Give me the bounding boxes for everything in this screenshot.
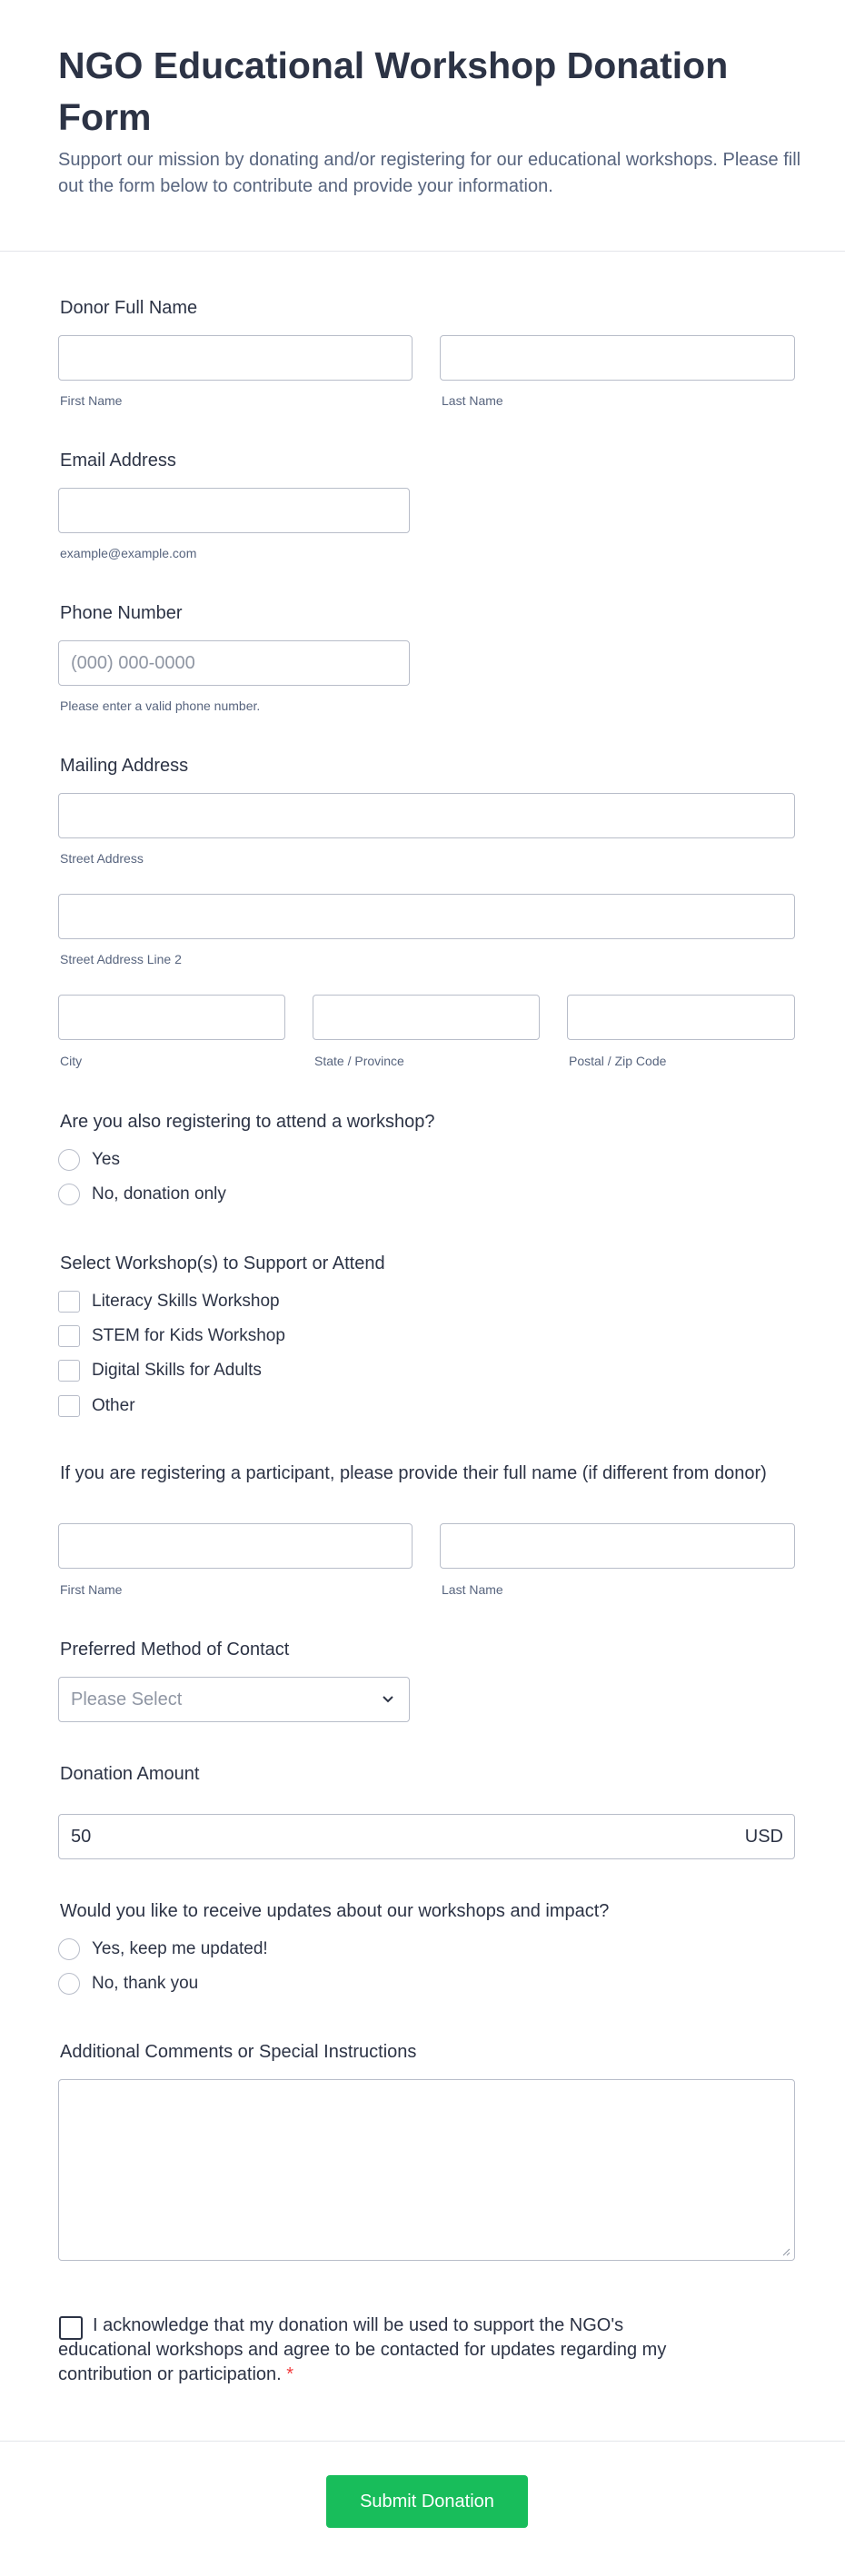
required-mark: * (286, 2364, 294, 2384)
phone-placeholder: (000) 000-0000 (71, 653, 195, 673)
updates-no-label[interactable]: No, thank you (92, 1974, 199, 1993)
workshops-label: Select Workshop(s) to Support or Attend (60, 1253, 385, 1273)
city-sublabel: City (60, 1054, 83, 1068)
form-title: NGO Educational Workshop Donation Form (58, 45, 729, 138)
street-address-input[interactable] (58, 793, 795, 838)
street-address-line2-input[interactable] (58, 894, 795, 939)
email-sublabel: example@example.com (60, 546, 197, 560)
email-label: Email Address (60, 451, 176, 471)
attend-yes-label[interactable]: Yes (92, 1150, 120, 1169)
donation-currency: USD (744, 1827, 783, 1847)
participant-label: If you are registering a participant, please provide their full name (if different from donor) (60, 1463, 767, 1483)
contact-placeholder: Please Select (71, 1689, 183, 1709)
workshop-digital-label[interactable]: Digital Skills for Adults (92, 1361, 262, 1380)
state-sublabel: State / Province (314, 1054, 404, 1068)
donation-label: Donation Amount (60, 1764, 200, 1784)
phone-input[interactable] (58, 640, 410, 686)
header-divider (0, 251, 845, 252)
donor-last-name-sublabel: Last Name (442, 393, 503, 408)
submit-donation-button[interactable]: Submit Donation (326, 2475, 528, 2528)
participant-last-name-input[interactable] (440, 1523, 795, 1569)
street-address-line2-sublabel: Street Address Line 2 (60, 952, 182, 966)
workshop-other-label[interactable]: Other (92, 1396, 135, 1415)
updates-no-radio[interactable] (58, 1973, 80, 1995)
attend-yes-radio[interactable] (58, 1149, 80, 1171)
workshop-literacy-label[interactable]: Literacy Skills Workshop (92, 1292, 280, 1311)
comments-label: Additional Comments or Special Instructions (60, 2042, 417, 2062)
donation-amount-input[interactable] (58, 1814, 795, 1859)
workshop-stem-label[interactable]: STEM for Kids Workshop (92, 1326, 285, 1345)
attend-no-radio[interactable] (58, 1184, 80, 1205)
contact-label: Preferred Method of Contact (60, 1640, 290, 1660)
footer-divider (0, 2441, 845, 2442)
state-input[interactable] (313, 995, 540, 1040)
email-input[interactable] (58, 488, 410, 533)
zip-sublabel: Postal / Zip Code (569, 1054, 667, 1068)
resize-handle-icon[interactable] (781, 2247, 790, 2256)
phone-sublabel: Please enter a valid phone number. (60, 698, 261, 713)
participant-first-name-sublabel: First Name (60, 1582, 123, 1597)
zip-input[interactable] (567, 995, 795, 1040)
donation-amount-value: 50 (71, 1827, 92, 1847)
workshop-digital-checkbox[interactable] (58, 1360, 80, 1382)
city-input[interactable] (58, 995, 285, 1040)
participant-last-name-sublabel: Last Name (442, 1582, 503, 1597)
acknowledge-text: I acknowledge that my donation will be used to support the NGO's educational workshops and agree to be contacted for updates regarding my contribution or participation. (58, 2315, 667, 2384)
chevron-down-icon (382, 1695, 394, 1704)
updates-yes-label[interactable]: Yes, keep me updated! (92, 1939, 268, 1958)
donor-first-name-input[interactable] (58, 335, 413, 381)
participant-first-name-input[interactable] (58, 1523, 413, 1569)
address-label: Mailing Address (60, 756, 189, 776)
donor-first-name-sublabel: First Name (60, 393, 123, 408)
workshop-other-checkbox[interactable] (58, 1395, 80, 1417)
attend-no-label[interactable]: No, donation only (92, 1184, 226, 1204)
acknowledge-text-block (58, 2313, 712, 2387)
workshop-literacy-checkbox[interactable] (58, 1291, 80, 1313)
attend-label: Are you also registering to attend a workshop? (60, 1112, 435, 1132)
workshop-stem-checkbox[interactable] (58, 1325, 80, 1347)
contact-select[interactable] (58, 1677, 410, 1722)
donor-last-name-input[interactable] (440, 335, 795, 381)
updates-label: Would you like to receive updates about our workshops and impact? (60, 1901, 610, 1921)
donor-name-label: Donor Full Name (60, 298, 198, 318)
updates-yes-radio[interactable] (58, 1938, 80, 1960)
street-address-sublabel: Street Address (60, 851, 144, 866)
comments-textarea[interactable] (58, 2079, 795, 2261)
phone-label: Phone Number (60, 603, 183, 623)
form-subtitle: Support our mission by donating and/or registering for our educational workshops. Please fill out the form below to contribute and provide your information. (58, 150, 801, 196)
